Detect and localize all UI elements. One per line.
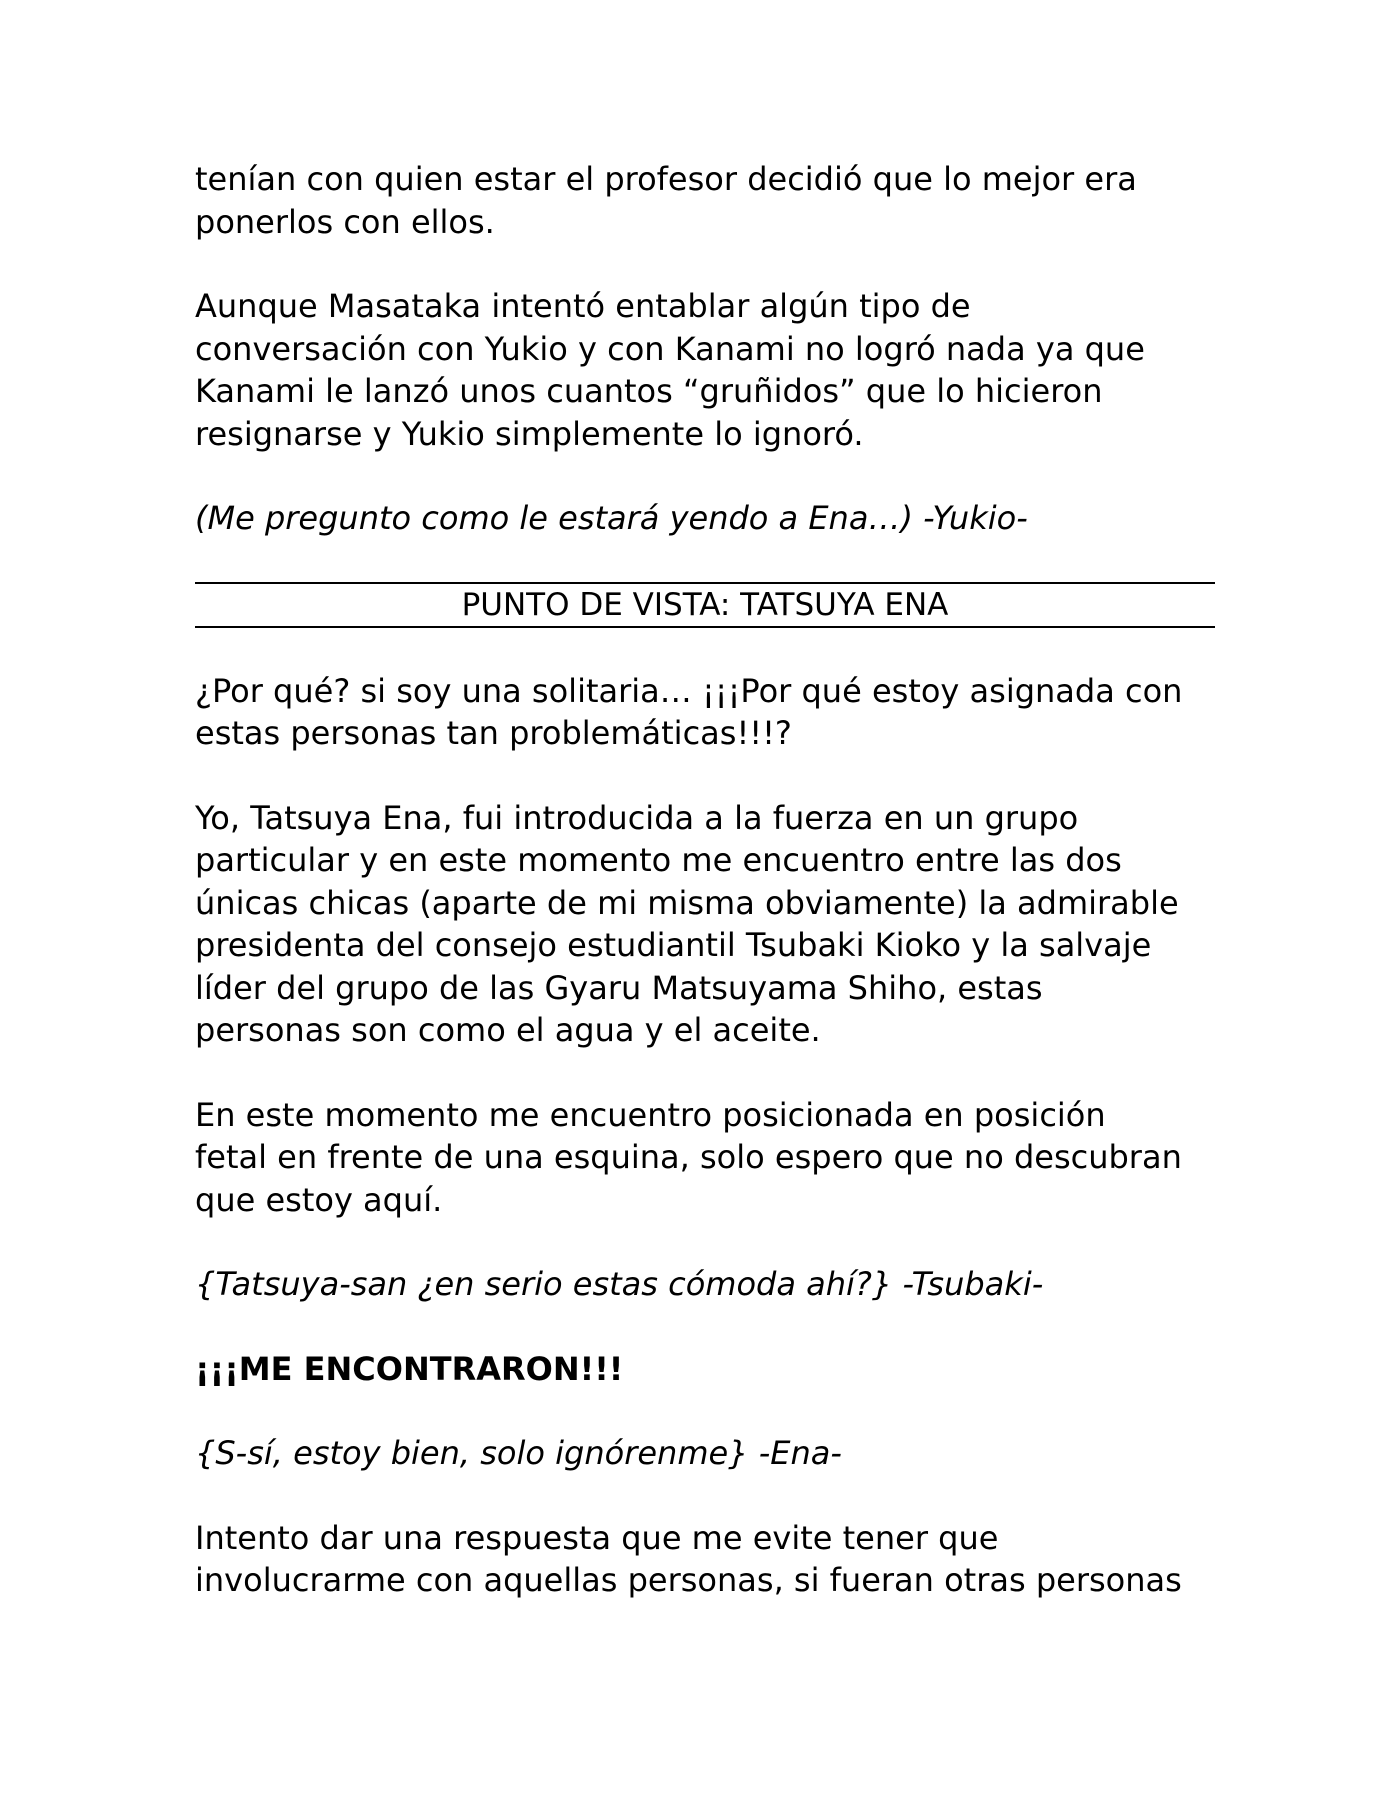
section-header: PUNTO DE VISTA: TATSUYA ENA [195, 582, 1215, 628]
document-page [195, 158, 1215, 1644]
paragraph-1: tenían con quien estar el profesor decidió que lo mejor era ponerlos con ellos. [195, 160, 1137, 241]
paragraph-3: ¿Por qué? si soy una solitaria… ¡¡¡Por qué estoy asignada con estas personas tan problemáticas!!!? [195, 671, 1183, 752]
dialogue-yukio: (Me pregunto como le estará yendo a Ena…) -Yukio- [195, 499, 1028, 537]
exclamation-line: ¡¡¡ME ENCONTRARON!!! [195, 1349, 624, 1388]
paragraph-4: Yo, Tatsuya Ena, fui introducida a la fuerza en un grupo particular y en este momento me encuentro entre las dos únicas chicas (aparte de mi misma obviamente) la admirable presidenta del consejo estudiantil Tsubaki Kioko y la salvaje líder del grupo de las Gyaru Matsuyama Shiho, estas personas son como el agua y el aceite. [195, 798, 1179, 1049]
dialogue-ena: {S-sí, estoy bien, solo ignórenme} -Ena- [195, 1434, 842, 1472]
paragraph-6: Intento dar una respuesta que me evite tener que involucrarme con aquellas personas, si fueran otras personas [195, 1518, 1182, 1599]
paragraph-5: En este momento me encuentro posicionada en posición fetal en frente de una esquina, solo espero que no descubran que estoy aquí. [195, 1095, 1182, 1219]
dialogue-tsubaki: {Tatsuya-san ¿en serio estas cómoda ahí?} -Tsubaki- [195, 1265, 1044, 1303]
paragraph-2: Aunque Masataka intentó entablar algún tipo de conversación con Yukio y con Kanami no logró nada ya que Kanami le lanzó unos cuantos “gruñidos” que lo hicieron resignarse y Yukio simplemente lo ignoró. [195, 287, 1145, 453]
